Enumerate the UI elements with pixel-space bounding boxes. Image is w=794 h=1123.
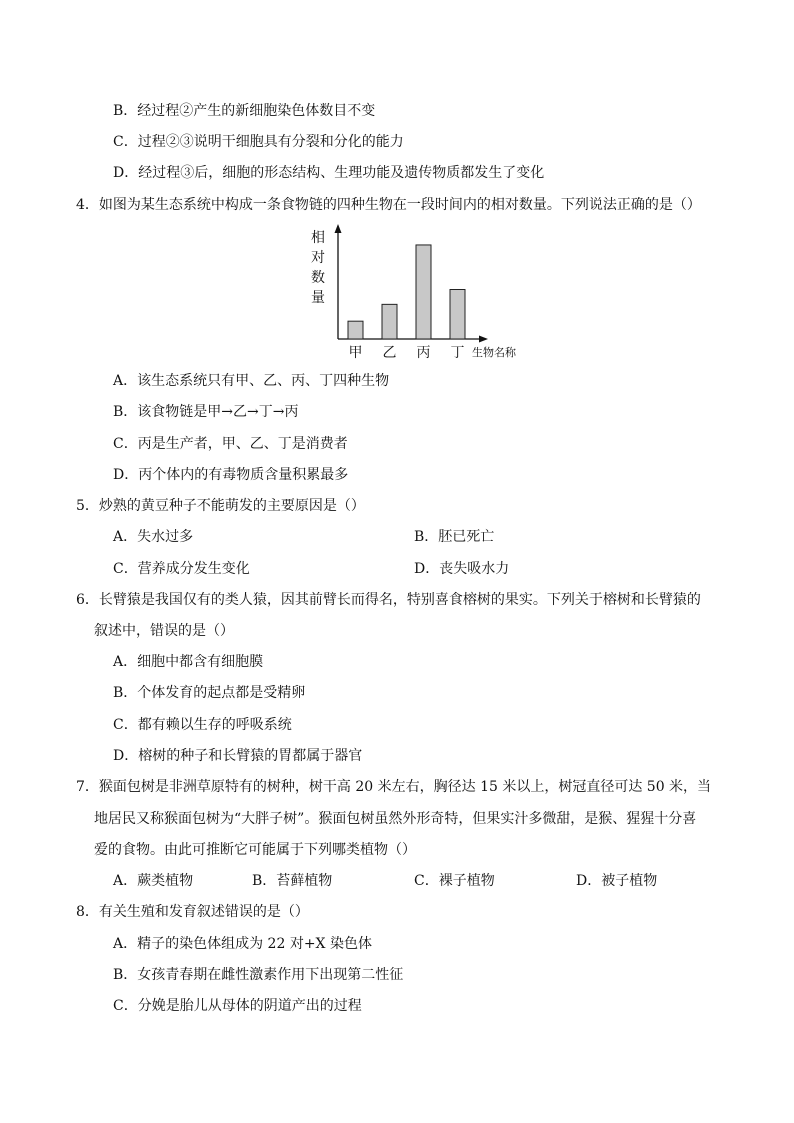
x-axis-label: 生物名称 bbox=[472, 346, 516, 359]
y-axis-label-char: 相 bbox=[311, 230, 325, 246]
x-axis-arrow bbox=[479, 336, 488, 343]
q7-stem-line1: 7．猴面包树是非洲草原特有的树种，树干高 20 米左右，胸径达 15 米以上，树冠直径可达 50 米，当 bbox=[76, 779, 712, 795]
y-axis-arrow bbox=[335, 224, 342, 233]
q3-option-b: B．经过程②产生的新细胞染色体数目不变 bbox=[113, 103, 376, 119]
q4-option-b: B．该食物链是甲→乙→丁→丙 bbox=[113, 404, 299, 420]
q5-option-c: C．营养成分发生变化 bbox=[113, 561, 250, 577]
q6-stem-line2: 叙述中，错误的是（） bbox=[94, 623, 234, 639]
q6-option-b: B．个体发育的起点都是受精卵 bbox=[113, 685, 306, 701]
q6-option-c: C．都有赖以生存的呼吸系统 bbox=[113, 717, 292, 733]
q3-option-c: C．过程②③说明干细胞具有分裂和分化的能力 bbox=[113, 134, 404, 150]
y-axis-label bbox=[311, 229, 325, 306]
x-tick-label: 丙 bbox=[416, 345, 431, 361]
q6-option-d: D．榕树的种子和长臂猿的胃都属于器官 bbox=[113, 748, 363, 764]
q8-option-b: B．女孩青春期在雌性激素作用下出现第二性征 bbox=[113, 967, 404, 983]
bar-2 bbox=[382, 304, 397, 339]
y-axis-label-char: 数 bbox=[311, 270, 325, 286]
q5-stem: 5．炒熟的黄豆种子不能萌发的主要原因是（） bbox=[76, 498, 365, 514]
q3-option-d: D．经过程③后，细胞的形态结构、生理功能及遗传物质都发生了变化 bbox=[113, 165, 545, 181]
q8-option-a: A．精子的染色体组成为 22 对+X 染色体 bbox=[113, 936, 372, 952]
q8-option-c: C．分娩是胎儿从母体的阴道产出的过程 bbox=[113, 998, 362, 1014]
q6-option-a: A．细胞中都含有细胞膜 bbox=[113, 654, 264, 670]
y-axis-label-char: 量 bbox=[311, 290, 325, 306]
q7-stem-line2: 地居民又称猴面包树为“大胖子树”。猴面包树虽然外形奇特，但果实汁多微甜，是猴、猩猩十分喜 bbox=[94, 811, 697, 827]
x-tick-label: 丁 bbox=[450, 345, 465, 361]
x-tick-label: 甲 bbox=[348, 345, 363, 361]
q7-option-b: B．苔藓植物 bbox=[252, 873, 333, 889]
q7-stem-line3: 爱的食物。由此可推断它可能属于下列哪类植物（） bbox=[94, 842, 416, 858]
y-axis-label-char: 对 bbox=[311, 250, 325, 266]
q5-option-b: B．胚已死亡 bbox=[414, 529, 495, 545]
q4-option-d: D．丙个体内的有毒物质含量积累最多 bbox=[113, 467, 349, 483]
chart-svg bbox=[300, 222, 540, 367]
q6-stem-line1: 6．长臂猿是我国仅有的类人猿，因其前臂长而得名，特别喜食榕树的果实。下列关于榕树和长臂猿的 bbox=[76, 592, 701, 608]
q4-option-a: A．该生态系统只有甲、乙、丙、丁四种生物 bbox=[113, 373, 390, 389]
q4-stem: 4．如图为某生态系统中构成一条食物链的四种生物在一段时间内的相对数量。下列说法正确的是（） bbox=[76, 197, 701, 213]
bar-3 bbox=[416, 245, 431, 339]
q5-option-a: A．失水过多 bbox=[113, 529, 194, 545]
bar-1 bbox=[348, 321, 363, 339]
q5-option-d: D．丧失吸水力 bbox=[414, 561, 510, 577]
q8-stem: 8．有关生殖和发育叙述错误的是（） bbox=[76, 904, 309, 920]
q7-option-a: A．蕨类植物 bbox=[113, 873, 194, 889]
q7-option-c: C．裸子植物 bbox=[414, 873, 495, 889]
relative-quantity-bar-chart bbox=[300, 222, 540, 367]
x-tick-label: 乙 bbox=[382, 345, 397, 361]
bar-4 bbox=[450, 290, 465, 340]
q4-option-c: C．丙是生产者，甲、乙、丁是消费者 bbox=[113, 436, 348, 452]
q7-option-d: D．被子植物 bbox=[576, 873, 658, 889]
